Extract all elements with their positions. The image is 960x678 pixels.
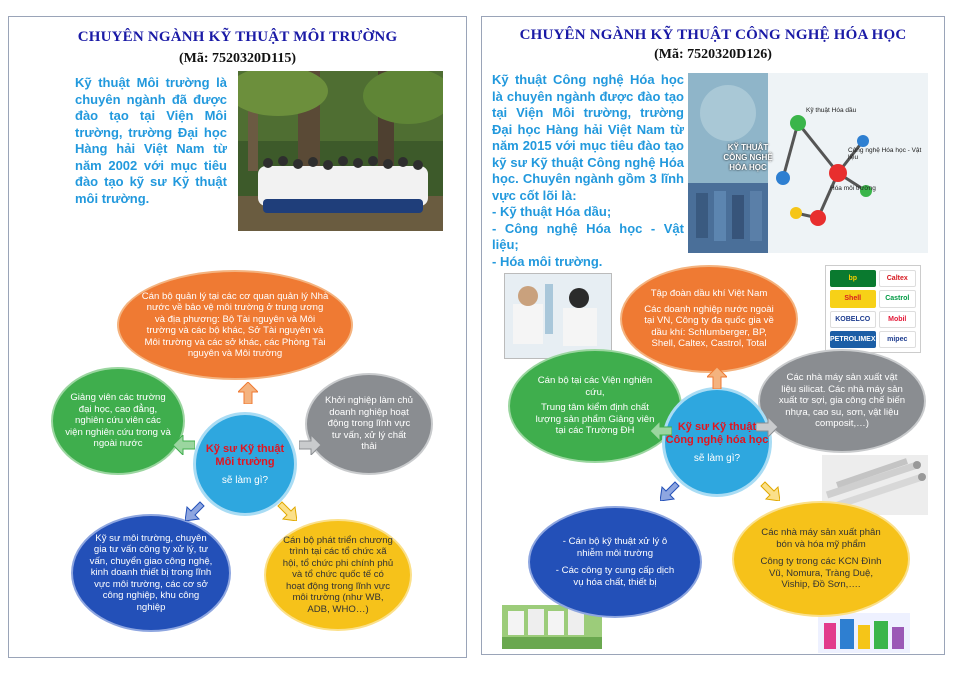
- career-text: Các doanh nghiệp nước ngoài tại VN, Công ty đa quốc gia về dầu khí: Schlumberger, BP, Shell, Caltex, Castrol, Total: [644, 303, 774, 350]
- logo-bp: bp: [830, 270, 876, 287]
- career-text: Cán bộ phát triển chương trình tại các tổ chức xã hội, tổ chức phi chính phủ và tổ chức quốc tế có hoạt động trong lĩnh vực môi trường (như WB, ADB, WHO…): [282, 534, 394, 615]
- arrow-left-icon: [173, 435, 195, 455]
- left-title: CHUYÊN NGÀNH KỸ THUẬT MÔI TRƯỜNG: [77, 29, 398, 45]
- diagram-label: Kỹ thuật Hóa dầu: [806, 107, 857, 114]
- right-intro-text: Kỹ thuật Công nghệ Hóa học là chuyên ngành được đào tạo tại Viện Môi trường, trường Đại học Hàng hải Việt Nam từ năm 2015 với mục tiêu đào tạo kỹ sư Kỹ thuật Công nghệ Hóa học. Chuyên ngành gồm 3 lĩnh vực cốt lõi là:: [492, 72, 684, 203]
- career-oval-petroleum: [620, 265, 798, 373]
- arrow-right-icon: [299, 435, 321, 455]
- intro-item: - Công nghệ Hóa học - Vật liệu;: [492, 220, 684, 252]
- left-intro: Kỹ thuật Môi trường là chuyên ngành đã được đào tạo tại Viện Môi trường, trường Đại học Hàng hải Việt Nam từ năm 2002 với mục tiêu đào tạo kỹ sư Kỹ thuật môi trường.: [75, 75, 227, 206]
- career-text: Các nhà máy sản xuất vật liệu silicat. Các nhà máy sản xuất tơ sợi, gia công chế biến nhựa, cao su, sơn, vật liệu composit,…): [778, 372, 906, 430]
- career-text: Khởi nghiệp làm chủ doanh nghiệp hoạt động trong lĩnh vực tư vấn, xử lý chất thải: [325, 395, 413, 453]
- logo-mipec: mipec: [879, 331, 916, 348]
- lab-photo: [504, 273, 612, 359]
- arrow-right-icon: [756, 417, 778, 437]
- logo-petrolimex: PETROLIMEX: [830, 331, 876, 348]
- intro-item: - Kỹ thuật Hóa dầu;: [492, 204, 612, 219]
- cosmetics-photo: [818, 613, 910, 653]
- diagram-center-label: KỸ THUẬT CÔNG NGHỆ HÓA HỌC: [723, 143, 773, 172]
- logo-shell: Shell: [830, 290, 876, 307]
- chemistry-diagram: [688, 73, 928, 253]
- company-logos: [825, 265, 921, 353]
- career-text: - Cán bộ kỹ thuật xử lý ô nhiễm môi trường: [562, 536, 668, 559]
- career-text: Kỹ sư môi trường, chuyên gia tư vấn công ty xử lý, tư vấn, chuyển giao công nghệ, kinh doanh thiết bị trong lĩnh vực môi trường, các cơ sở công nghiệp, khu công nghiệp: [89, 532, 213, 613]
- center-subtitle: sẽ làm gì?: [221, 474, 269, 486]
- right-code: (Mã: 7520320D126): [654, 47, 772, 62]
- logo-kobelco: KOBELCO: [830, 311, 876, 328]
- right-intro: [492, 72, 684, 270]
- career-oval-environment: [528, 506, 702, 618]
- career-oval-engineer: [71, 514, 231, 632]
- center-subtitle: sẽ làm gì?: [693, 452, 741, 464]
- career-text: Công ty trong các KCN Đình Vũ, Nomura, Tràng Duệ, Viship, Đồ Sơn,….: [760, 556, 882, 591]
- group-photo-forest: [238, 71, 443, 231]
- career-text: Cán bộ tại các Viện nghiên cứu,: [537, 375, 653, 398]
- right-panel: [481, 16, 945, 655]
- career-oval-lecturer: [51, 367, 185, 475]
- career-text: Các nhà máy sản xuất phân bón và hóa mỹ phẩm: [761, 527, 881, 550]
- career-oval-fertilizer: [732, 501, 910, 617]
- career-text: Giảng viên các trường đại học, cao đẳng, nghiên cứu viên các viện nghiên cứu trong và ngoài nước: [65, 392, 171, 450]
- left-code: (Mã: 7520320D115): [178, 51, 297, 66]
- right-title: CHUYÊN NGÀNH KỸ THUẬT CÔNG NGHỆ HÓA HỌC: [519, 27, 907, 43]
- diagram-label: Công nghệ Hóa học - Vật liệu: [848, 147, 922, 161]
- diagram-label: Hóa môi trường: [830, 185, 876, 192]
- career-oval-ngo: [264, 519, 412, 631]
- logo-castrol: Castrol: [879, 290, 916, 307]
- logo-mobil: Mobil: [879, 311, 916, 328]
- center-title: Kỹ sư Kỹ thuật Công nghệ hóa học: [665, 420, 769, 446]
- logo-caltex: Caltex: [879, 270, 916, 287]
- career-text: Cán bộ quản lý tại các cơ quan quản lý Nhà nước về bảo vệ môi trường ở trung ương và địa phương: Bộ Tài nguyên và Môi trường và các bộ khác, Sở Tài nguyên và Môi trường và các sở khác, các Phòng Tài nguyên và Môi trường: [141, 290, 329, 359]
- career-oval-government: [117, 270, 353, 380]
- career-text: Trung tâm kiểm định chất lượng sản phẩm Giảng viên tại các Trường ĐH: [535, 402, 655, 437]
- intro-item: - Hóa môi trường.: [492, 253, 603, 269]
- career-oval-startup: [305, 373, 433, 475]
- arrow-down-right-icon: [758, 479, 780, 501]
- career-oval-research: [508, 349, 682, 463]
- left-panel: [8, 16, 467, 658]
- career-text: - Các công ty cung cấp dịch vụ hóa chất, thiết bị: [555, 565, 675, 588]
- arrow-down-left-icon: [660, 479, 682, 501]
- career-text: Tập đoàn dầu khí Việt Nam: [650, 288, 768, 300]
- arrow-down-right-icon: [275, 499, 297, 521]
- arrow-up-icon: [707, 367, 727, 389]
- career-oval-materials: [758, 349, 926, 453]
- center-title: Kỹ sư Kỹ thuật Môi trường: [205, 442, 285, 468]
- arrow-down-left-icon: [185, 499, 207, 521]
- arrow-left-icon: [650, 421, 672, 441]
- arrow-up-icon: [238, 382, 258, 404]
